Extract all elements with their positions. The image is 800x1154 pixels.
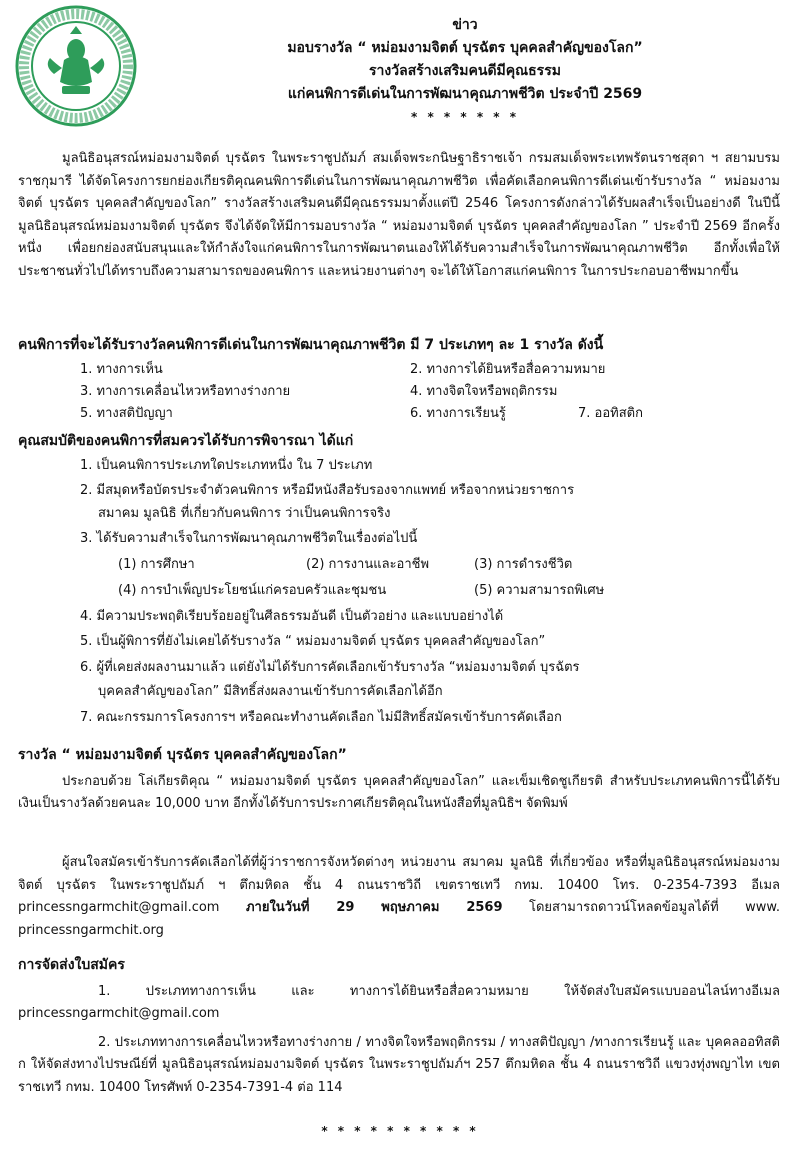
apply-text: ผู้สนใจสมัครเข้ารับการคัดเลือกได้ที่ผู้ว่าราชการจังหวัดต่างๆ หน่วยงาน สมาคม มูลนิธิ ที่เกี่ยวข้อง หรือที่มูลนิธิอนุสรณ์หม่อมงามจิตต์ บุรฉัตร ในพระราชูปถัมภ์ ฯ ตึกมหิดล ชั้น 4 ถนนราชวิถี เขตราชเทวี กทม. 10400 โทร. 0-2354-7393 อีเมล princessngarmchit@gmail.com (18, 855, 780, 915)
submission-section (18, 954, 780, 1099)
submission-title: การจัดส่งใบสมัคร (18, 957, 125, 973)
qualification-6-line2: บุคคลสำคัญของโลก” มีสิทธิ์ส่งผลงานเข้ารับการคัดเลือกได้อีก (98, 683, 443, 699)
types-title: คนพิการที่จะได้รับรางวัลคนพิการดีเด่นในการพัฒนาคุณภาพชีวิต มี 7 ประเภทๆ ละ 1 รางวัล ดังนี้ (18, 337, 604, 353)
footer-stars: * * * * * * * * * * (321, 1124, 479, 1138)
qualification-2-line2: สมาคม มูลนิธิ ที่เกี่ยวกับคนพิการ ว่าเป็นคนพิการจริง (98, 505, 391, 521)
qualifications-section (18, 430, 780, 741)
award-section (18, 744, 780, 816)
qualification-5: 5. เป็นผู้พิการที่ยังไม่เคยได้รับรางวัล “ หม่อมงามจิตต์ บุรฉัตร บุคคลสำคัญของโลก” (80, 633, 546, 649)
type-item-6: 6. ทางการเรียนรู้ (410, 405, 506, 421)
header-news-label: ข่าว (452, 17, 478, 33)
type-item-5: 5. ทางสติปัญญา (80, 405, 173, 421)
header-award-year: แก่คนพิการดีเด่นในการพัฒนาคุณภาพชีวิต ประจำปี 2569 (287, 86, 643, 102)
header-stars: * * * * * * * (411, 110, 519, 124)
qualification-2-line1: 2. มีสมุดหรือบัตรประจำตัวคนพิการ หรือมีหนังสือรับรองจากแพทย์ หรือจากหน่วยราชการ (80, 482, 575, 498)
sub-item-4: (4) การบำเพ็ญประโยชน์แก่ครอบครัวและชุมชน (118, 582, 387, 598)
submission-item-1: 1. ประเภททางการเห็น และ ทางการได้ยินหรือสื่อความหมาย ให้จัดส่งใบสมัครแบบออนไลน์ทางอีเมล princessngarmchit@gmail.com (18, 983, 780, 1021)
type-item-2: 2. ทางการได้ยินหรือสื่อความหมาย (410, 361, 606, 377)
qualification-6-line1: 6. ผู้ที่เคยส่งผลงานมาแล้ว แต่ยังไม่ได้รับการคัดเลือกเข้ารับรางวัล “หม่อมงามจิตต์ บุรฉัตร (80, 659, 580, 675)
apply-paragraph (18, 852, 780, 942)
news-header (150, 14, 780, 129)
qualification-1: 1. เป็นคนพิการประเภทใดประเภทหนึ่ง ใน 7 ประเภท (80, 457, 373, 473)
submission-item-2: 2. ประเภททางการเคลื่อนไหวหรือทางร่างกาย / ทางจิตใจหรือพฤติกรรม / ทางสติปัญญา /ทางการเรียนรู้ และ บุคคลออทิสติก ให้จัดส่งทางไปรษณีย์ที่ มูลนิธิอนุสรณ์หม่อมงามจิตต์ บุรฉัตร ในพระราชูปถัมภ์ฯ 257 ตึกมหิดล ชั้น 4 ถนนราชวิถี แขวงทุ่งพญาไท เขตราชเทวี กทม. 10400 โทรศัพท์ 0-2354-7391-4 ต่อ 114 (18, 1034, 780, 1095)
apply-section (18, 852, 780, 942)
sub-item-3: (3) การดำรงชีวิต (474, 556, 573, 572)
apply-download-text: โดยสามารถดาวน์โหลดข้อมูลได้ที่ www. princessngarmchit.org (18, 900, 780, 938)
qualification-4: 4. มีความประพฤติเรียบร้อยอยู่ในศีลธรรมอันดี เป็นตัวอย่าง และแบบอย่างได้ (80, 608, 504, 624)
sub-item-5: (5) ความสามารถพิเศษ (474, 582, 605, 598)
sub-item-2: (2) การงานและอาชีพ (306, 556, 430, 572)
intro-paragraph: มูลนิธิอนุสรณ์หม่อมงามจิตต์ บุรฉัตร ในพระราชูปถัมภ์ สมเด็จพระกนิษฐาธิราชเจ้า กรมสมเด็จพระเทพรัตนราชสุดา ฯ สยามบรมราชกุมารี ได้จัดโครงการยกย่องเกียรติคุณคนพิการดีเด่นในการพัฒนาคุณภาพชีวิต เพื่อคัดเลือกคนพิการดีเด่นเข้ารับรางวัล “ หม่อมงามจิตต์ บุรฉัตร บุคคลสำคัญของโลก” รางวัลสร้างเสริมคนดีมีคุณธรรมมาตั้งแต่ปี 2546 โครงการดังกล่าวได้รับผลสำเร็จเป็นอย่างดี ในปีนี้มูลนิธิอนุสรณ์หม่อมงามจิตต์ บุรฉัตร จึงได้จัดให้มีการมอบรางวัล “ หม่อมงามจิตต์ บุรฉัตร บุคคลสำคัญของโลก ” ประจำปี 2569 อีกครั้งหนึ่ง เพื่อยกย่องสนับสนุนและให้กำลังใจแก่คนพิการในการพัฒนาตนเองให้ได้รับความสำเร็จในการพัฒนาคุณภาพชีวิต อีกทั้งเพื่อให้ประชาชนทั่วไปได้ทราบถึงความสามารถของคนพิการ และหน่วยงานต่างๆ จะได้ให้โอกาสแก่คนพิการ ในการประกอบอาชีพมากขึ้น (18, 151, 780, 279)
qualification-7: 7. คณะกรรมการโครงการฯ หรือคณะทำงานคัดเลือก ไม่มีสิทธิ์สมัครเข้ารับการคัดเลือก (80, 709, 562, 725)
foundation-logo (14, 4, 138, 128)
qualification-3: 3. ได้รับความสำเร็จในการพัฒนาคุณภาพชีวิตในเรื่องต่อไปนี้ (80, 530, 418, 546)
intro-block (18, 148, 780, 283)
apply-deadline: ภายในวันที่ 29 พฤษภาคม 2569 (245, 900, 503, 915)
qualifications-title: คุณสมบัติของคนพิการที่สมควรได้รับการพิจารณา ได้แก่ (18, 433, 354, 449)
types-section (18, 334, 780, 427)
header-award-subtitle: รางวัลสร้างเสริมคนดีมีคุณธรรม (369, 63, 561, 79)
award-description: ประกอบด้วย โล่เกียรติคุณ “ หม่อมงามจิตต์ บุรฉัตร บุคคลสำคัญของโลก” และเข็มเชิดชูเกียรติ สำหรับประเภทคนพิการนี้ได้รับเงินเป็นรางวัลด้วยคนละ 10,000 บาท อีกทั้งได้รับการประกาศเกียรติคุณในหนังสือที่มูลนิธิฯ จัดพิมพ์ (18, 773, 780, 811)
header-award-title: มอบรางวัล “ หม่อมงามจิตต์ บุรฉัตร บุคคลสำคัญของโลก” (287, 40, 643, 56)
type-item-3: 3. ทางการเคลื่อนไหวหรือทางร่างกาย (80, 383, 291, 399)
sub-item-1: (1) การศึกษา (118, 556, 195, 572)
type-item-7: 7. ออทิสติก (578, 405, 643, 421)
type-item-1: 1. ทางการเห็น (80, 361, 163, 377)
award-title: รางวัล “ หม่อมงามจิตต์ บุรฉัตร บุคคลสำคัญของโลก” (18, 747, 347, 763)
type-item-4: 4. ทางจิตใจหรือพฤติกรรม (410, 383, 558, 399)
